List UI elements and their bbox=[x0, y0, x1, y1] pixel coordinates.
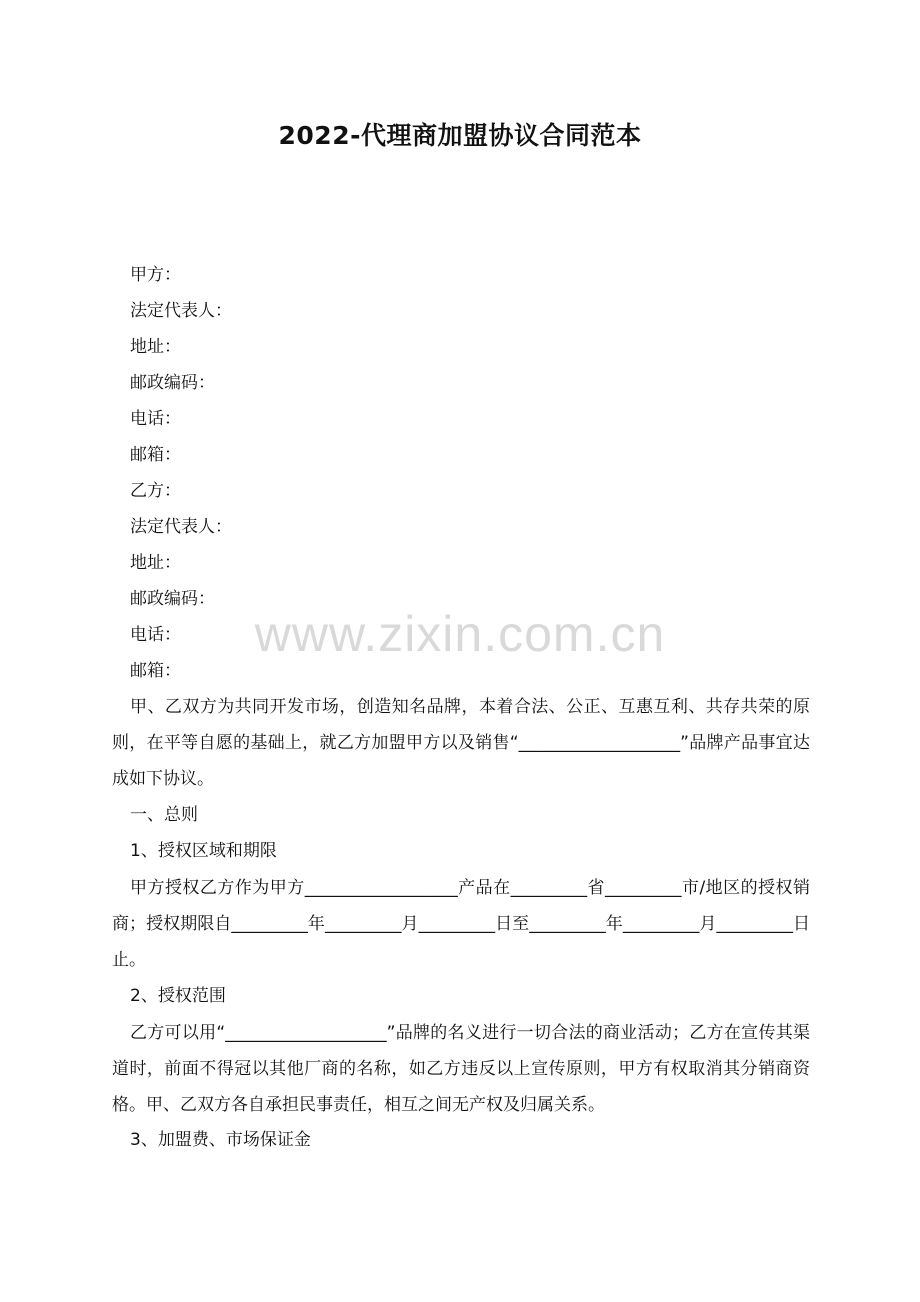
section-general-heading: 一、总则 bbox=[130, 805, 198, 825]
party-b-email-label: 邮箱： bbox=[130, 661, 181, 681]
clause-2-heading: 2、授权范围 bbox=[130, 986, 226, 1006]
party-b-rep-label: 法定代表人： bbox=[130, 517, 232, 537]
party-a-address-label: 地址： bbox=[130, 337, 181, 357]
party-a-phone-label: 电话： bbox=[130, 409, 181, 429]
party-b-name-label: 乙方： bbox=[130, 481, 181, 501]
clause-3-heading: 3、加盟费、市场保证金 bbox=[130, 1130, 311, 1150]
party-a-name-label: 甲方： bbox=[130, 265, 181, 285]
intro-paragraph: 甲、乙双方为共同开发市场，创造知名品牌，本着合法、公正、互惠互利、共存共荣的原则，在平等自愿的基础上，就乙方加盟甲方以及销售“___________________”品牌产品事宜达成如下协议。 bbox=[112, 697, 810, 789]
clause-1-heading: 1、授权区域和期限 bbox=[130, 841, 277, 861]
party-b-phone-label: 电话： bbox=[130, 625, 181, 645]
party-b-postal-label: 邮政编码： bbox=[130, 589, 215, 609]
party-b-address-label: 地址： bbox=[130, 553, 181, 573]
clause-2-paragraph: 乙方可以用“___________________”品牌的名义进行一切合法的商业活动；乙方在宣传其渠道时，前面不得冠以其他厂商的名称，如乙方违反以上宣传原则，甲方有权取消其分销商资格。甲、乙双方各自承担民事责任，相互之间无产权及归属关系。 bbox=[112, 1023, 810, 1115]
party-a-rep-label: 法定代表人： bbox=[130, 301, 232, 321]
party-a-postal-label: 邮政编码： bbox=[130, 373, 215, 393]
document-title: 2022-代理商加盟协议合同范本 bbox=[278, 121, 642, 150]
site-watermark: www.zixin.com.cn bbox=[254, 606, 666, 662]
party-a-email-label: 邮箱： bbox=[130, 445, 181, 465]
clause-1-paragraph: 甲方授权乙方作为甲方__________________产品在_________省_________市/地区的授权销商；授权期限自_________年_________月_________日至_________年_________月_________日止。 bbox=[112, 878, 810, 970]
